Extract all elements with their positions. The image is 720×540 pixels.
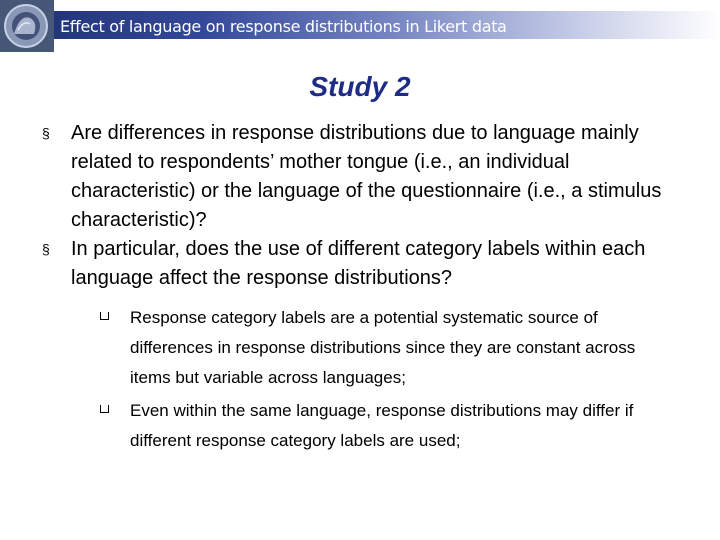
bullet-text: Are differences in response distributions due to language mainly related to respondents’ mother tongue (i.e., an individual characteristic) or the language of the questionnaire (i.e., a stimulus characteristic)? xyxy=(71,122,662,231)
sub-bullet-list xyxy=(40,303,675,456)
open-box-bullet-icon xyxy=(100,312,109,320)
header-bar xyxy=(0,0,720,52)
header-title: Effect of language on response distributions in Likert data xyxy=(60,17,507,36)
sub-bullet-item xyxy=(100,396,675,456)
bullet-section-icon: § xyxy=(42,241,50,257)
open-box-bullet-icon xyxy=(100,405,109,413)
sub-bullet-item xyxy=(100,303,675,393)
bullet-item xyxy=(40,235,690,293)
slide-title: Study 2 xyxy=(309,71,411,102)
sub-bullet-text: Even within the same language, response distributions may differ if different response category labels are used; xyxy=(130,401,634,450)
sub-bullet-text: Response category labels are a potential systematic source of differences in response distributions since they are constant across items but variable across languages; xyxy=(130,308,636,387)
bullet-item xyxy=(40,119,690,235)
university-seal-icon xyxy=(0,0,54,52)
bullet-text: In particular, does the use of different category labels within each language affect the response distributions? xyxy=(71,238,646,289)
bullet-section-icon: § xyxy=(42,125,50,141)
slide-content xyxy=(40,119,690,459)
